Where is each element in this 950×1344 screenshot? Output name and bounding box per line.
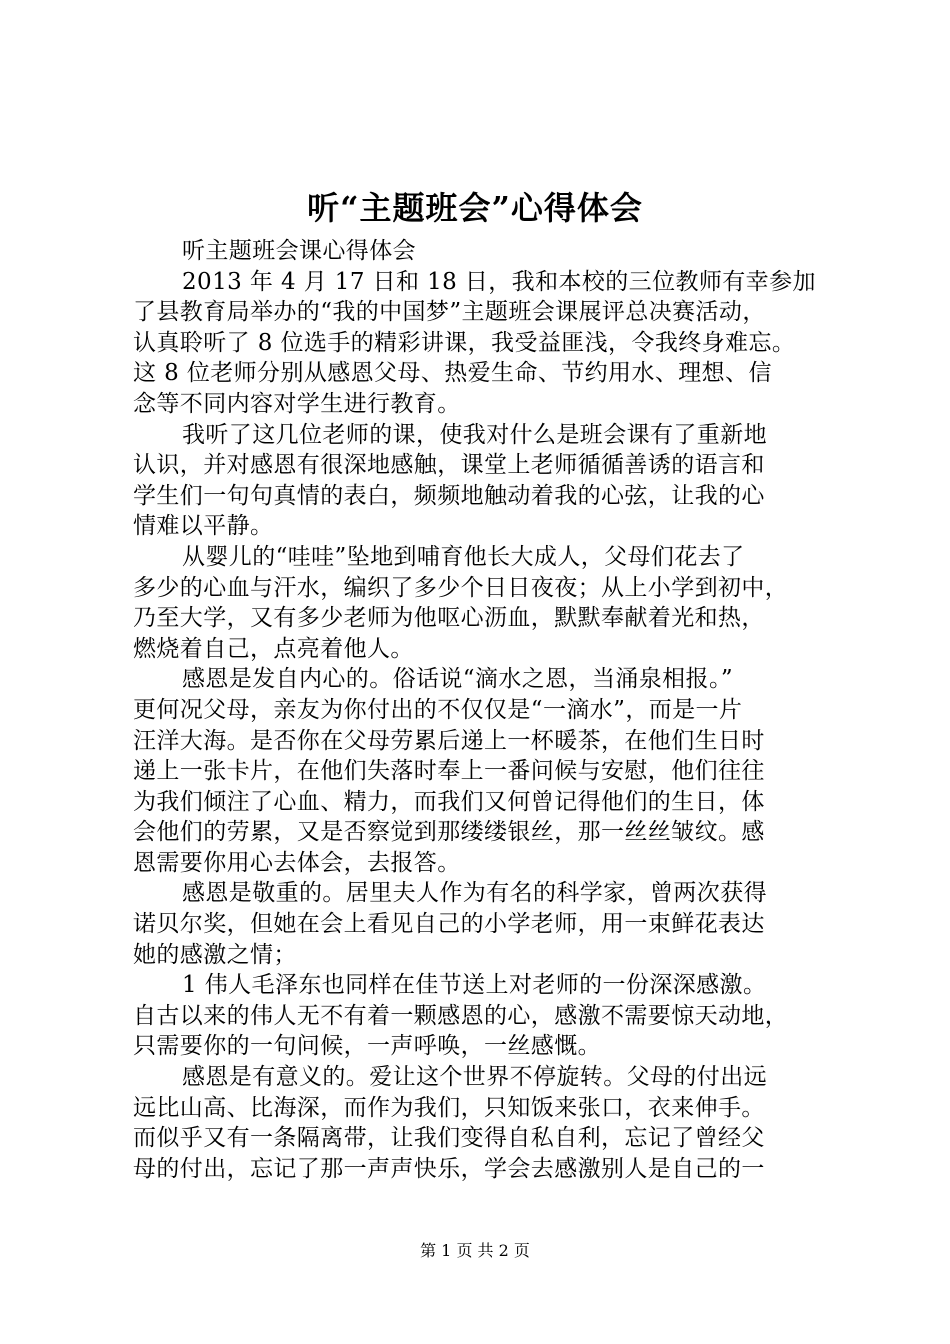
text-line: 她的感激之情； [133, 941, 297, 968]
text-line: 情难以平静。 [133, 513, 274, 540]
text-line: 为我们倾注了心血、精力，而我们又何曾记得他们的生日，体 [133, 788, 765, 815]
text-line: 母的付出，忘记了那一声声快乐，学会去感激别人是自己的一 [133, 1155, 765, 1182]
text-line: 远比山高、比海深，而作为我们，只知饭来张口，衣来伸手。 [133, 1094, 765, 1121]
text-line: 我听了这几位老师的课，使我对什么是班会课有了重新地 [182, 421, 767, 448]
text-line: 认真聆听了 8 位选手的精彩讲课，我受益匪浅，令我终身难忘。 [133, 329, 796, 356]
text-line: 自古以来的伟人无不有着一颗感恩的心，感激不需要惊天动地， [133, 1002, 789, 1029]
text-line: 念等不同内容对学生进行教育。 [133, 390, 461, 417]
text-line: 了县教育局举办的“我的中国梦”主题班会课展评总决赛活动， [133, 299, 766, 326]
text-line: 会他们的劳累，又是否察觉到那缕缕银丝，那一丝丝皱纹。感 [133, 819, 765, 846]
page-footer: 第 1 页 共 2 页 [420, 1241, 530, 1260]
text-line: 更何况父母，亲友为你付出的不仅仅是“一滴水”，而是一片 [133, 696, 743, 723]
text-line: 从婴儿的“哇哇”坠地到哺育他长大成人，父母们花去了 [182, 543, 745, 570]
text-line: 感恩是有意义的。爱让这个世界不停旋转。父母的付出远 [182, 1064, 767, 1091]
text-line: 恩需要你用心去体会，去报答。 [133, 849, 461, 876]
text-line: 递上一张卡片，在他们失落时奉上一番问候与安慰，他们往往 [133, 758, 765, 785]
text-line: 乃至大学，又有多少老师为他呕心沥血，默默奉献着光和热， [133, 605, 765, 632]
text-line: 听主题班会课心得体会 [182, 238, 416, 264]
text-line: 诺贝尔奖，但她在会上看见自己的小学老师，用一束鲜花表达 [133, 911, 765, 938]
document-title: 听“主题班会”心得体会 [307, 189, 643, 227]
text-line: 认识，并对感恩有很深地感触，课堂上老师循循善诱的语言和 [133, 452, 765, 479]
text-line: 而似乎又有一条隔离带，让我们变得自私自利，忘记了曾经父 [133, 1125, 765, 1152]
text-line: 这 8 位老师分别从感恩父母、热爱生命、节约用水、理想、信 [133, 360, 772, 387]
text-line: 感恩是敬重的。居里夫人作为有名的科学家，曾两次获得 [182, 880, 767, 907]
document-body [133, 236, 833, 1184]
text-line: 2013 年 4 月 17 日和 18 日，我和本校的三位教师有幸参加 [182, 268, 816, 295]
text-line: 汪洋大海。是否你在父母劳累后递上一杯暖茶，在他们生日时 [133, 727, 765, 754]
text-line: 燃烧着自己，点亮着他人。 [133, 635, 414, 662]
text-line: 只需要你的一句问候，一声呼唤，一丝感慨。 [133, 1033, 601, 1060]
text-line: 多少的心血与汗水，编织了多少个日日夜夜；从上小学到初中， [133, 574, 789, 601]
text-line: 感恩是发自内心的。俗话说“滴水之恩，当涌泉相报。” [182, 666, 734, 693]
text-line: 学生们一句句真情的表白，频频地触动着我的心弦，让我的心 [133, 482, 765, 509]
text-line: 1 伟人毛泽东也同样在佳节送上对老师的一份深深感激。 [182, 972, 767, 999]
